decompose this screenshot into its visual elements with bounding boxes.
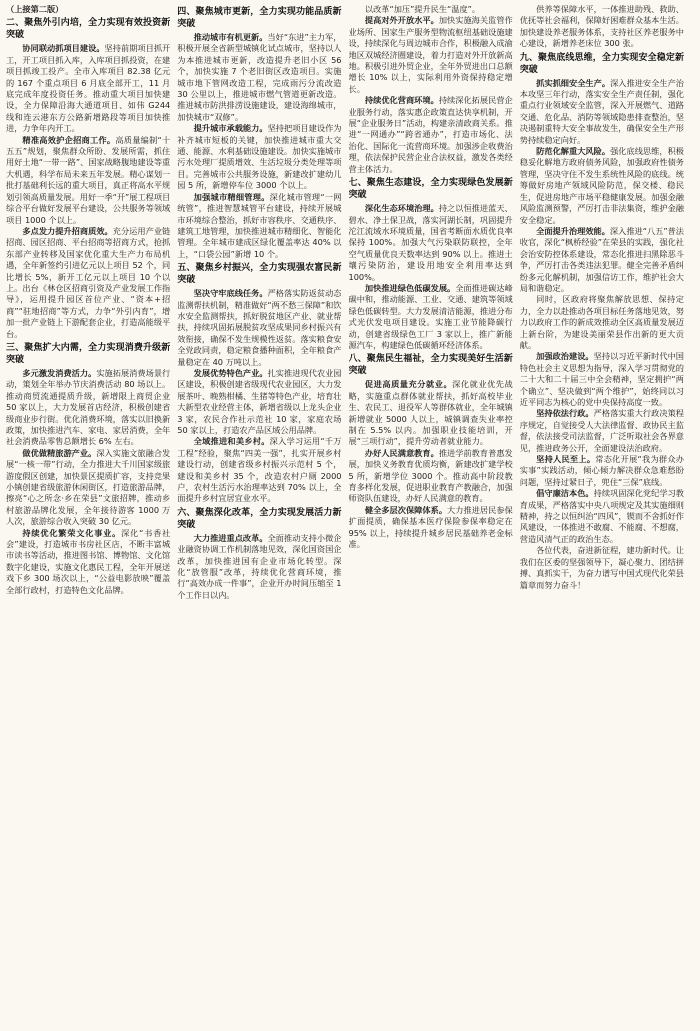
paragraph-text: 同时，区政府将聚焦解放思想、保持定力，全力以赴推动各项目标任务落地见效，努力以政府工作的新成效推动全区高质量发展迈上新台阶，为建设美丽荣县作出新的更大贡献。 xyxy=(519,294,684,350)
paragraph-text: 深入学习运用“千万工程”经验，聚焦“四美一强”，扎实开展乡村建设行动，创建省级乡村振兴示范村 5 个，建设和美乡村 35 个，改造农村户厕 2000 户，农村生活污水治理率达到 70% 以上，全面提升乡村宜居宜业水平。 xyxy=(177,436,342,504)
paragraph-lead: 做优做精旅游产业。 xyxy=(22,447,97,458)
paragraph-text: 深入推进安全生产治本攻坚三年行动，落实安全生产责任制，强化重点行业领域安全监管，深入开展燃气、道路交通、危化品、消防等领域隐患排查整治，坚决遏制重特大安全事故发生，确保安全生产形势持续稳定向好。 xyxy=(519,77,684,145)
paragraph xyxy=(520,4,684,50)
paragraph xyxy=(177,436,341,504)
paragraph xyxy=(520,294,684,351)
paragraph-text: 大力推进居民参保扩面提质，确保基本医疗保险参保率稳定在 95% 以上，持续提升城乡居民基础养老金标准。 xyxy=(348,504,513,550)
paragraph-lead: 办好人民满意教育。 xyxy=(364,447,439,458)
paragraph-text: 深化“书香社会”建设，打造城市书房社区店，不断丰富城市读书等活动，推进图书馆、博物馆、文化馆数字化建设，实施文化惠民工程，全年开展送戏下乡 300 场次以上，“公益电影放映”覆盖全部行政村，打造特色文化品牌。 xyxy=(6,527,171,595)
paragraph-text: 严格落实防返贫动态监测帮扶机制，精准做好“两不愁三保障”和饮水安全监测帮扶，抓好脱贫地区产业、就业帮扶，持续巩固拓展脱贫攻坚成果同乡村振兴有效衔接，确保不发生规模性返贫。落实粮食安全党政同责，稳定粮食播种面积，全年粮食产量稳定在 40 万吨以上。 xyxy=(177,288,342,367)
section-heading: 四、聚焦城市更新，全力实现功能品质新突破 xyxy=(177,7,342,29)
section-heading: 八、聚焦民生福祉，全力实现美好生活新突破 xyxy=(348,354,513,377)
paragraph-text: 全面推动支持小微企业融资协调工作机制落地见效，深化国资国企改革，加快推进国有企业市场化转型。深化“放管服”改革，持续优化营商环境，推行“高效办成一件事”，企业开办时间压缩至 1 个工作日以内。 xyxy=(177,532,342,600)
paragraph-text: 深化就业优先战略，实施重点群体就业帮扶，抓好高校毕业生、农民工、退役军人等群体就业，全年城镇新增就业 5000 人以上，城镇调查失业率控制在 5.5% 以内。加强职业技能培训，开展“三项行动”，提升劳动者就业能力。 xyxy=(348,379,513,447)
paragraph-text: 坚持把项目建设作为补齐城市短板的关键，加快推进城市重大交通、能源、水利基础设施建设。加快实施城市污水处理厂提质增效、生活垃圾分类处理等项目。完善城市公共服务设施，新建改扩建幼儿园 5 所，新增停车位 3000 个以上。 xyxy=(177,123,342,191)
paragraph-text: 全面推进碳达峰碳中和，推动能源、工业、交通、建筑等领域绿色低碳转型。大力发展清洁能源，推进分布式光伏发电项目建设。实施工业节能降碳行动，创建省级绿色工厂 3 家以上，推广新能源汽车，构建绿色低碳循环经济体系。 xyxy=(348,282,513,350)
paragraph xyxy=(520,545,684,591)
paragraph xyxy=(520,351,684,408)
paragraph-text: 充分运用产业链招商、园区招商、平台招商等招商方式，抢抓东部产业转移及国家优化重大生产力布局机遇，全年新签约引进亿元以上项目 52 个，同比增长 5%，新开工亿元以上项目 10 个以上。出台《林仓区招商引资及产业发展工作指导》，运用提升园区首位产业、“资本+招商”“驻地招商”等方式，力争“外引内育”，增加一批产业链上下游配套企业，打造高能级平台。 xyxy=(6,225,171,339)
paragraph-text: 坚持以习近平新时代中国特色社会主义思想为指导，深入学习贯彻党的二十大和二十届三中全会精神，坚定拥护“两个确立”、坚决做到“两个维护”，始终同以习近平同志为核心的党中央保持高度一致。 xyxy=(519,351,684,407)
section-heading: 三、聚焦扩大内需，全力实现消费升级新突破 xyxy=(6,342,171,365)
paragraph-lead: 防范化解重大风险。 xyxy=(536,146,611,157)
paragraph xyxy=(349,448,513,505)
paragraph xyxy=(520,488,684,545)
paragraph-lead: 持续优化营商环境。 xyxy=(364,95,439,106)
paragraph-text: 坚持前期项目抓开工，开工项目抓入库，入库项目抓投资，在建项目抓竣工投产。全市入库项目 82.38 亿元的 167 个重点项目 6 月底全部开工，11 月底完成年度投资任务。推动重大项目加快建设，全力保障沿海大通道项目、如伟 G244 线和连云港东方公路新增路段等项目加快推进，力争年内开工。 xyxy=(6,43,171,134)
paragraph xyxy=(520,226,684,294)
paragraph-text: 严格落实重大行政决策程序规定，自觉接受人大法律监督、政协民主监督，依法接受司法监督，广泛听取社会各界意见，推进政务公开，全面建设法治政府。 xyxy=(519,408,684,453)
paragraph xyxy=(349,4,513,15)
paragraph xyxy=(349,203,513,283)
paragraph-lead: 加强城市精细管理。 xyxy=(193,191,270,202)
paragraph-lead: 提升城市承载能力。 xyxy=(193,123,268,134)
paragraph-text: 加快实施海关监管作业场所、国家生产服务型物流枢纽基础设施建设，持续深化与周边城市合作，积极融入成渝地区双城经济圈建设，着力打造对外开放新高地。积极引进外贸企业，全年外贸进出口总额增长 10% 以上，实际利用外资保持稳定增长。 xyxy=(348,15,513,94)
paragraph xyxy=(6,448,170,528)
paragraph xyxy=(177,533,341,601)
paragraph-lead: 抓实抓细安全生产。 xyxy=(536,77,611,88)
paragraph xyxy=(349,505,513,551)
paragraph-text: 各位代表，奋进新征程，建功新时代。让我们在区委的坚强领导下，凝心聚力、团结拼搏、真抓实干，为奋力谱写中国式现代化荣县篇章而努力奋斗！ xyxy=(519,545,684,590)
continuation-label: （上接第二版） xyxy=(6,4,64,14)
paragraph xyxy=(6,368,170,448)
paragraph-lead: 坚持依法行政。 xyxy=(536,408,594,419)
paragraph xyxy=(177,123,341,191)
paragraph xyxy=(177,368,341,436)
paragraph-text: 推进学前教育普惠发展，加快义务教育优质均衡，新建改扩建学校 5 所，新增学位 3000 个。推动高中阶段教育多样化发展，促进职业教育产教融合，加强师资队伍建设，办好人民满意的教育。 xyxy=(348,447,513,504)
paragraph xyxy=(520,408,684,454)
text-column-3 xyxy=(349,4,513,1027)
paragraph-text: 扎实推进现代农业园区建设，积极创建省级现代农业园区，大力发展茶叶、晚熟柑橘、生猪等特色产业，培育壮大新型农业经营主体，新增省级以上龙头企业 3 家，农民合作社示范社 10 家，家庭农场 50 家以上，打造农产品区域公用品牌。 xyxy=(177,367,342,435)
paragraph xyxy=(520,78,684,146)
section-heading: 二、聚焦外引内培，全力实现有效投资新突破 xyxy=(6,18,171,41)
paragraph xyxy=(349,15,513,95)
section-heading: 六、聚焦深化改革，全力实现发展活力新突破 xyxy=(177,507,342,530)
paragraph-lead: 持续优化繁荣文化事业。 xyxy=(22,527,122,538)
paragraph-text: 深入推进“八五”普法收官，深化“枫桥经验”在荣县的实践，强化社会治安防控体系建设，常态化推进扫黑除恶斗争，严厉打击各类违法犯罪。健全完善矛盾纠纷多元化解机制，加强信访工作，维护社会大局和谐稳定。 xyxy=(519,225,684,293)
paragraph-lead: 多点发力提升招商质效。 xyxy=(22,225,113,236)
paragraph-lead: 全面提升治理效能。 xyxy=(536,225,610,236)
paragraph xyxy=(349,95,513,175)
paragraph-lead: 倡守廉洁本色。 xyxy=(536,488,594,499)
paragraph xyxy=(6,226,170,340)
paragraph-text: 当好“东进”主力军，积极开展全省新型城镇化试点城市，坚持以人为本推进城市更新，改造提升老旧小区 56 个，加快实施 7 个老旧街区改造项目。实施城市地下管网改造工程，完成雨污分流改造 30 公里以上，推进城市燃气管道更新改造。推进城市防洪排涝设施建设，建设海绵城市，加快城市“双修”。 xyxy=(177,32,342,122)
paragraph-lead: 加强政治建设。 xyxy=(536,351,594,362)
text-column-1 xyxy=(6,4,170,1027)
paragraph-lead: 加快推进绿色低碳发展。 xyxy=(364,282,456,293)
paragraph-lead: 提高对外开放水平。 xyxy=(364,15,439,26)
paragraph xyxy=(6,43,170,134)
paragraph-lead: 健全多层次保障体系。 xyxy=(364,504,448,515)
paragraph-lead: 协同联动抓项目建设。 xyxy=(22,43,105,54)
paragraph-lead: 坚持人民至上。 xyxy=(536,454,596,465)
paragraph-text: 常态化开展“我为群众办实事”实践活动，倾心倾力解决群众急难愁盼问题，坚持过紧日子，兜住“三保”底线。 xyxy=(519,454,684,487)
paragraph-text: 实施拓展消费场景行动，策划全年举办节庆消费活动 80 场以上。推动商贸流通提质升级，新增限上商贸企业 50 家以上，大力发展首店经济，积极创建省级商业步行街。优化消费环境，落实以旧换新政策，加快推进汽车、家电、家居消费，全年社会消费品零售总额增长 6% 左右。 xyxy=(6,367,171,447)
paragraph xyxy=(177,288,341,368)
paragraph-text: 持续巩固深化党纪学习教育成果，严格落实中央八项规定及其实施细则精神，持之以恒纠治“四风”，锲而不舍抓好作风建设，一体推进不敢腐、不能腐、不想腐，营造风清气正的政治生态。 xyxy=(519,488,684,544)
paragraph-lead: 发展优势特色产业。 xyxy=(193,367,268,378)
text-column-4 xyxy=(520,4,684,1027)
paragraph xyxy=(520,146,684,226)
paragraph-lead: 全域推进和美乡村。 xyxy=(193,436,270,447)
paragraph xyxy=(349,379,513,447)
paragraph xyxy=(177,32,341,123)
paragraph xyxy=(6,528,170,596)
paragraph-lead: 深化生态环境治理。 xyxy=(364,203,439,214)
paragraph-text: 深入实施文旅融合发展“一核一带”行动，全力推进大千川国家级旅游度假区创建，加快景区提质扩容，支持竞果小镇创建省级旅游休闲街区，打造旅游品牌，擦亮“心之所念·乡在荣县”文旅招牌，推动乡村旅游品牌化发展，全年接待游客 1000 万人次，旅游综合收入突破 30 亿元。 xyxy=(6,447,171,527)
section-heading: 七、聚焦生态建设，全力实现绿色发展新突破 xyxy=(348,178,513,201)
section-heading: 九、聚焦底线思维，全力实现安全稳定新突破 xyxy=(519,52,684,75)
paragraph-text: 持续深化拓展民营企业服务行动，落实惠企政策直达快享机制，开展“企业服务日”活动，构建亲清政商关系。推进“一网通办”“跨省通办”，打造市场化、法治化、国际化一流营商环境。加强涉企收费治理，依法保护民营企业合法权益，激发各类经营主体活力。 xyxy=(348,95,513,174)
paragraph-lead: 推动城市有机更新。 xyxy=(193,32,268,42)
paragraph-text: 深化城市管理“一网统管”，推进智慧城管平台建设，持续开展城市环境综合整治，抓好市容秩序、交通秩序、建筑工地管理，加快推进城市精细化、智能化管理。全年城市建成区绿化覆盖率达 40% 以上，“口袋公园”新增 10 个。 xyxy=(177,191,342,259)
paragraph-text: 强化底线思维，积极稳妥化解地方政府债务风险，加强政府性债务管理，坚决守住不发生系统性风险的底线。统筹做好房地产领域风险防范，保交楼、稳民生，促进房地产市场平稳健康发展。加强金融风险监测预警，严厉打击非法集资，维护金融安全稳定。 xyxy=(519,146,684,225)
paragraph-lead: 大力推进重点改革。 xyxy=(193,532,268,543)
paragraph-lead: 多元激发消费活力。 xyxy=(22,367,97,378)
paragraph-lead: 精准高效护企招商工作。 xyxy=(22,134,116,145)
paragraph-text: 供养等保障水平，一体推进助残、救助、优抚等社会福利，保障好困难群众基本生活。加快建设养老服务体系，支持社区养老服务中心建设，新增养老床位 300 张。 xyxy=(519,4,684,49)
paragraph-lead: 促进高质量充分就业。 xyxy=(364,379,453,390)
paragraph-text: 高质量编制“十五五”规划，聚焦群众所盼、发展所需，抓住用好土地“一带一路”、国家战略腹地建设等重大机遇，科学布局未来五年发展。精心谋划一批打基础利长远的重大项目，真正将高水平规划引领高质量发展。用好一季“开”展工程项目综合平台做好发展平台建设，公共服务等领域项目 1000 个以上。 xyxy=(6,134,171,225)
paragraph xyxy=(177,192,341,260)
paragraph-lead: 坚决守牢底线任务。 xyxy=(193,288,268,299)
text-column-2 xyxy=(177,4,341,1027)
paragraph xyxy=(6,135,170,226)
paragraph xyxy=(520,454,684,488)
section-heading: 五、聚焦乡村振兴，全力实现强农富民新突破 xyxy=(177,263,342,286)
paragraph-text: 以改革“加压”提升民生“温度”。 xyxy=(364,4,481,14)
paragraph xyxy=(349,283,513,351)
paragraph-text: 持之以恒推进蓝天、碧水、净土保卫战，落实河湖长制，巩固提升沱江流域水环境质量，国省考断面水质优良率保持 100%。加强大气污染联防联控，全年空气质量优良天数率达到 90% 以上。推进土壤污染防治，建设用地安全利用率达到 100%。 xyxy=(348,203,513,282)
